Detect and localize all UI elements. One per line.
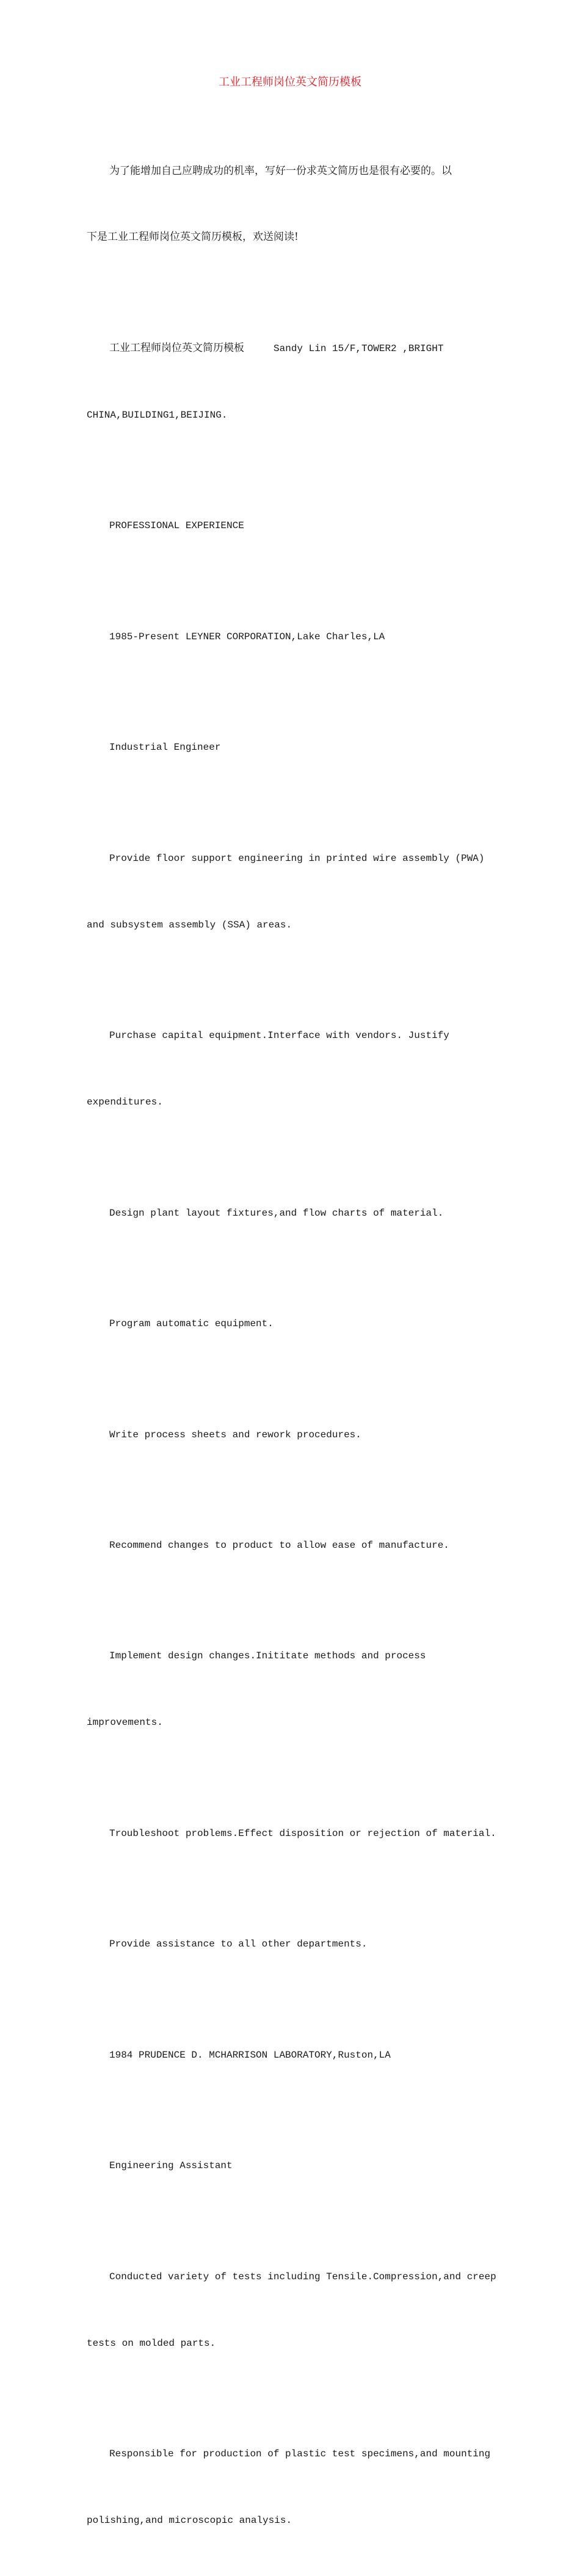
job2-duty-1-text-1: Responsible for production of plastic test specimens,and mounting: [109, 2448, 491, 2460]
job1-duty-7-line-1: [87, 1823, 496, 1845]
header-line-2: CHINA,BUILDING1,BEIJING.: [87, 409, 228, 421]
header-paragraph: [87, 292, 490, 470]
job1-duty-1-line-1: [87, 1025, 490, 1047]
job1-duty-4: [87, 1379, 490, 1490]
job1-duty-1-text-2: expenditures.: [87, 1097, 163, 1108]
header-en-text-1: Sandy Lin 15/F,TOWER2 ,BRIGHT: [244, 343, 444, 354]
job1-duty-7-text-1: Troubleshoot problems.Effect disposition or rejection of material.: [109, 1827, 496, 1839]
job2-position: [87, 2111, 490, 2221]
job1-duty-8-text-1: Provide assistance to all other departments.: [109, 1939, 368, 1950]
job1-duty-5-line-1: [87, 1534, 490, 1556]
job1-duty-0-text-1: Provide floor support engineering in printed wire assembly (PWA): [109, 852, 485, 864]
section-heading: [87, 471, 490, 581]
job1-duty-3-line-1: [87, 1313, 490, 1335]
job1-employer: [87, 581, 490, 692]
job1-duty-4-text-1: Write process sheets and rework procedures.: [109, 1429, 361, 1440]
job1-duty-0-line-1: [87, 847, 490, 869]
job2-position-text: Engineering Assistant: [109, 2160, 233, 2172]
job1-position-line: [87, 736, 490, 758]
job1-duty-6-line-1: [87, 1645, 490, 1667]
job2-duty-0-line-1: [87, 2266, 496, 2288]
document-body: [87, 115, 496, 2576]
intro-line-2: 下是工业工程师岗位英文简历模板，欢送阅读!: [87, 231, 299, 244]
job2-duty-1-text-2: polishing,and microscopic analysis.: [87, 2515, 292, 2527]
job2-position-line: [87, 2155, 490, 2177]
job1-employer-text: 1985-Present LEYNER CORPORATION,Lake Charles,LA: [109, 631, 385, 642]
job1-duty-6: [87, 1601, 490, 1778]
job1-duty-6-text-1: Implement design changes.Inititate methods and process: [109, 1650, 426, 1662]
job1-employer-line: [87, 626, 490, 648]
job1-duty-6-text-2: improvements.: [87, 1717, 163, 1729]
section-heading-line: [87, 515, 490, 537]
job2-duty-0: [87, 2221, 496, 2398]
job1-position-text: Industrial Engineer: [109, 742, 221, 753]
intro-paragraph: [87, 115, 490, 292]
job1-duty-2-line-1: [87, 1202, 490, 1224]
job1-duty-8-line-1: [87, 1933, 490, 1955]
job1-duty-5: [87, 1490, 490, 1600]
job1-duty-1: [87, 981, 490, 1158]
job1-duty-4-line-1: [87, 1424, 490, 1446]
job1-duty-0: [87, 803, 490, 980]
job1-position: [87, 692, 490, 803]
job2-employer: [87, 2000, 490, 2110]
job1-duty-0-text-2: and subsystem assembly (SSA) areas.: [87, 919, 292, 931]
job1-duty-8: [87, 1889, 490, 2000]
header-cn-text: 工业工程师岗位英文简历模板: [109, 341, 244, 354]
intro-text-1: 为了能增加自己应聘成功的机率，写好一份求英文简历也是很有必要的。以: [109, 164, 452, 177]
job2-duty-0-text-1: Conducted variety of tests including Tensile.Compression,and creep: [109, 2271, 496, 2282]
job1-duty-1-text-1: Purchase capital equipment.Interface with vendors. Justify: [109, 1030, 449, 1042]
job1-duty-5-text-1: Recommend changes to product to allow ease of manufacture.: [109, 1540, 449, 1551]
job2-duty-0-text-2: tests on molded parts.: [87, 2337, 216, 2349]
job1-duty-2: [87, 1158, 490, 1268]
job1-duty-2-text-1: Design plant layout fixtures,and flow charts of material.: [109, 1207, 444, 1219]
document-title: 工业工程师岗位英文简历模板: [219, 76, 361, 89]
job1-duty-3-text-1: Program automatic equipment.: [109, 1318, 274, 1330]
job2-employer-text: 1984 PRUDENCE D. MCHARRISON LABORATORY,Ruston,LA: [109, 2049, 391, 2061]
job2-duty-1-line-1: [87, 2443, 490, 2465]
intro-line-1: [87, 160, 490, 182]
job1-duty-7: [87, 1778, 496, 1888]
job1-duty-3: [87, 1268, 490, 1379]
job2-duty-1: [87, 2399, 490, 2576]
header-line-1: [87, 337, 490, 360]
section-heading-text: PROFESSIONAL EXPERIENCE: [109, 520, 244, 532]
job2-employer-line: [87, 2044, 490, 2066]
